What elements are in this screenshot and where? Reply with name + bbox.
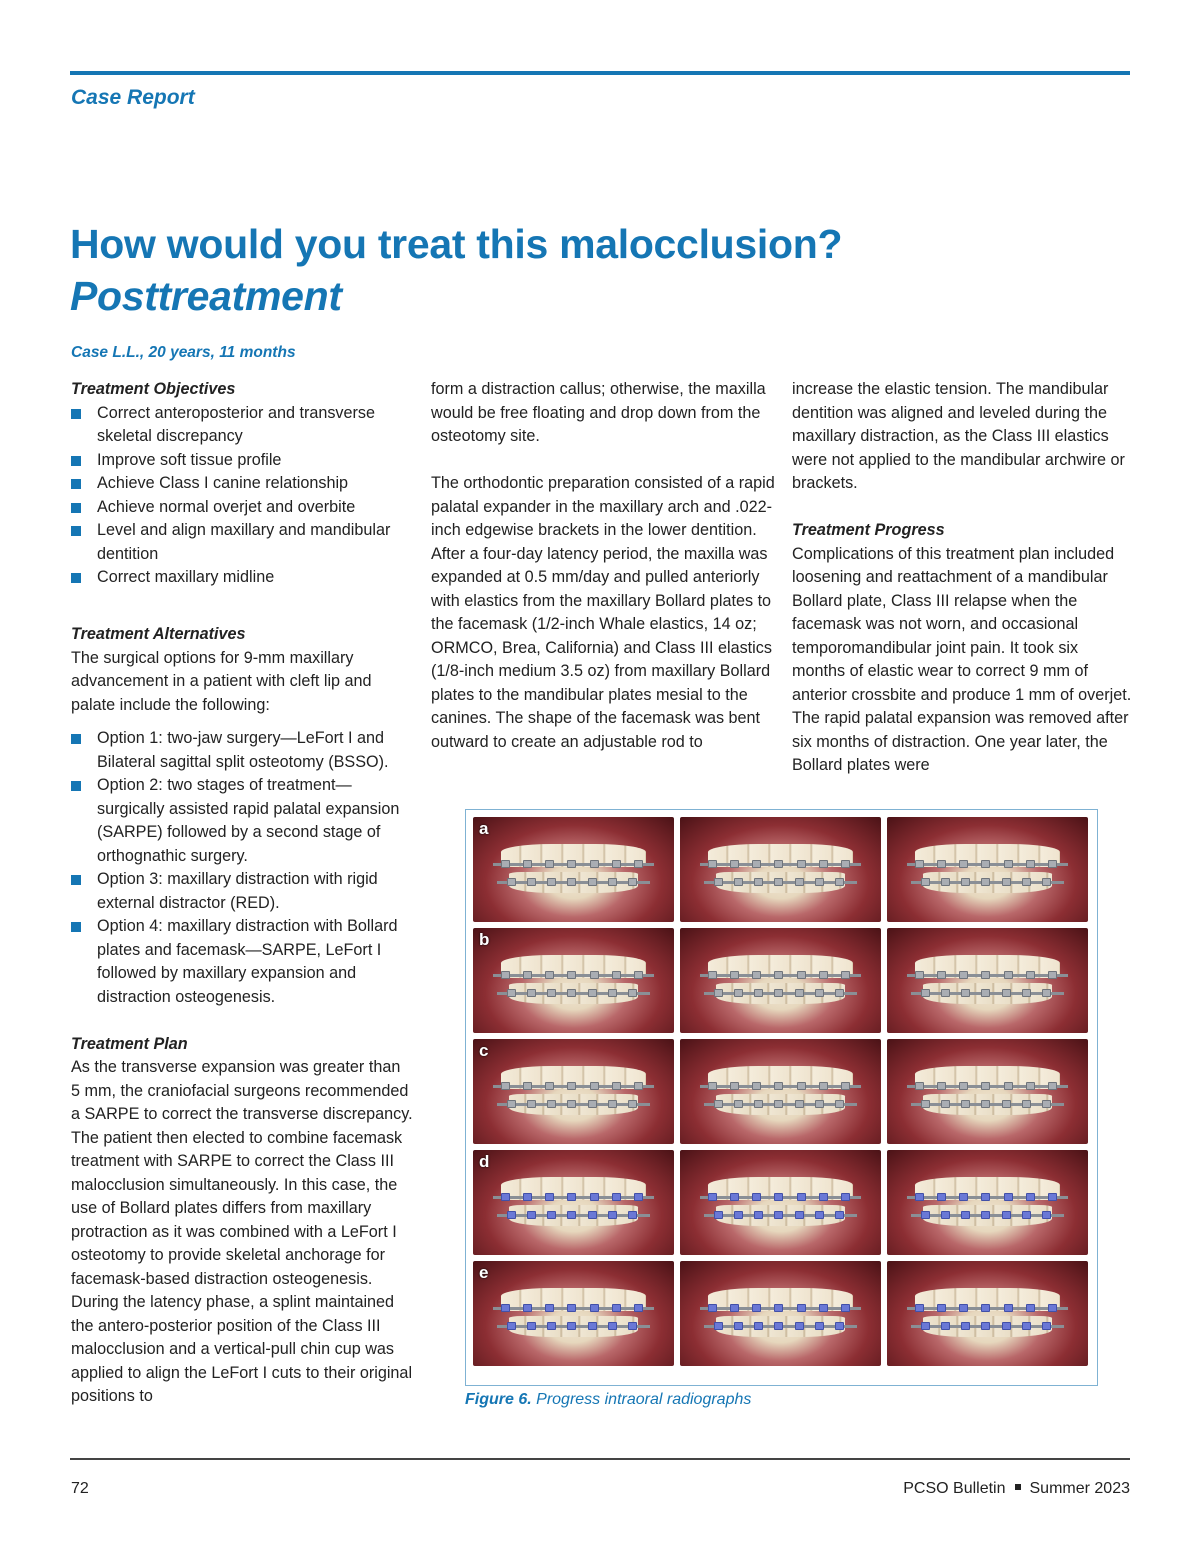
figure-row-label: c [479, 1041, 489, 1060]
intraoral-photo [887, 1261, 1088, 1366]
figure-row-label: e [479, 1263, 489, 1282]
separator-square-icon [1015, 1484, 1021, 1490]
bullet-square-icon [71, 456, 81, 466]
figure-caption [465, 1391, 751, 1409]
bullet-square-icon [71, 503, 81, 513]
bullet-square-icon [71, 479, 81, 489]
figure-caption-label: Figure 6. [465, 1391, 532, 1408]
bullet-square-icon [71, 875, 81, 885]
objectives-heading: Treatment Objectives [71, 380, 236, 398]
figure-6 [465, 809, 1098, 1386]
list-item: Correct maxillary midline [71, 566, 413, 590]
column2-paragraph-1: form a distraction callus; otherwise, the maxilla would be free floating and drop down from the osteotomy site. [431, 380, 766, 445]
list-item: Achieve normal overjet and overbite [71, 496, 413, 520]
bullet-square-icon [71, 922, 81, 932]
issue-date: Summer 2023 [1029, 1480, 1130, 1497]
options-list [71, 727, 413, 1009]
list-item: Option 1: two-jaw surgery—LeFort I and Bilateral sagittal split osteotomy (BSSO). [71, 727, 413, 774]
column-2 [431, 378, 776, 754]
intraoral-photo [887, 1150, 1088, 1255]
top-rule [70, 71, 1130, 75]
list-item: Correct anteroposterior and transverse skeletal discrepancy [71, 402, 413, 449]
plan-heading: Treatment Plan [71, 1034, 188, 1053]
list-item: Improve soft tissue profile [71, 449, 413, 473]
publication-name: PCSO Bulletin [903, 1480, 1006, 1497]
footer-publication [903, 1480, 1130, 1498]
figure-caption-text: Progress intraoral radiographs [536, 1391, 752, 1408]
intraoral-photo [680, 928, 881, 1033]
list-item: Achieve Class I canine relationship [71, 472, 413, 496]
progress-heading: Treatment Progress [792, 521, 945, 539]
column-1 [71, 378, 413, 1409]
bottom-rule [70, 1458, 1130, 1460]
list-item: Level and align maxillary and mandibular dentition [71, 519, 413, 566]
intraoral-photo-grid [473, 817, 1088, 1366]
section-label: Case Report [71, 86, 195, 109]
column3-paragraph-1: increase the elastic tension. The mandibular dentition was aligned and leveled during the maxillary distraction, as the Class III elastics were not applied to the mandibular archwire or brackets. [792, 380, 1125, 492]
intraoral-photo [473, 817, 674, 922]
plan-text: As the transverse expansion was greater than 5 mm, the craniofacial surgeons recommended a SARPE to correct the transverse discrepancy. The patient then elected to combine facemask treatment with SARPE to correct the Class III malocclusion simultaneously. In this case, the use of Bollard plates differs from maxillary protraction as it was combined with a LeFort I osteotomy to provide skeletal anchorage for facemask-based distraction osteogenesis. During the latency phase, a splint maintained the antero-posterior position of the Class III malocclusion and a vertical-pull chin cup was applied to align the LeFort I cuts to their original positions to [71, 1058, 413, 1405]
bullet-square-icon [71, 734, 81, 744]
alternatives-heading: Treatment Alternatives [71, 625, 246, 643]
figure-row-label: b [479, 930, 490, 949]
list-item: Option 3: maxillary distraction with rigid external distractor (RED). [71, 868, 413, 915]
bullet-square-icon [71, 573, 81, 583]
bullet-square-icon [71, 781, 81, 791]
alternatives-intro: The surgical options for 9-mm maxillary advancement in a patient with cleft lip and palate include the following: [71, 648, 372, 714]
progress-text: Complications of this treatment plan included loosening and reattachment of a mandibular Bollard plate, Class III relapse when the facemask was not worn, and occasional temporomandibular joint pain. It took six months of elastic wear to correct 9 mm of anterior crossbite and produce 1 mm of overjet. The rapid palatal expansion was removed after six months of distraction. One year later, the Bollard plates were [792, 544, 1132, 774]
title-main: How would you treat this malocclusion? [70, 221, 843, 267]
intraoral-photo [680, 1150, 881, 1255]
intraoral-photo [473, 1039, 674, 1144]
intraoral-photo [473, 1261, 674, 1366]
case-line: Case L.L., 20 years, 11 months [71, 344, 296, 361]
column2-paragraph-2: The orthodontic preparation consisted of a rapid palatal expander in the maxillary arch and .022-inch edgewise brackets in the lower dentition. After a four-day latency period, the maxilla was expanded at 0.5 mm/day and pulled anteriorly with elastics from the maxillary Bollard plates to the facemask (1/2-inch Whale elastics, 14 oz; ORMCO, Brea, California) and Class III elastics (1/8-inch medium 3.5 oz) from maxillary Bollard plates to the mandibular plates mesial to the canines. The shape of the facemask was bent outward to create an adjustable rod to [431, 474, 775, 751]
intraoral-photo [680, 1039, 881, 1144]
page-number: 72 [71, 1480, 89, 1497]
bullet-square-icon [71, 409, 81, 419]
column-3 [792, 378, 1132, 778]
figure-row-label: a [479, 819, 489, 838]
list-item: Option 2: two stages of treatment—surgically assisted rapid palatal expansion (SARPE) followed by a second stage of orthognathic surgery. [71, 774, 413, 868]
intraoral-photo [680, 1261, 881, 1366]
intraoral-photo [887, 1039, 1088, 1144]
intraoral-photo [680, 817, 881, 922]
intraoral-photo [887, 817, 1088, 922]
figure-row-label: d [479, 1152, 490, 1171]
title-subtitle: Posttreatment [70, 273, 342, 319]
intraoral-photo [473, 928, 674, 1033]
list-item: Option 4: maxillary distraction with Bollard plates and facemask—SARPE, LeFort I followed by maxillary expansion and distraction osteogenesis. [71, 915, 413, 1009]
objectives-list [71, 402, 413, 590]
article-title [70, 218, 1130, 322]
bullet-square-icon [71, 526, 81, 536]
intraoral-photo [473, 1150, 674, 1255]
intraoral-photo [887, 928, 1088, 1033]
